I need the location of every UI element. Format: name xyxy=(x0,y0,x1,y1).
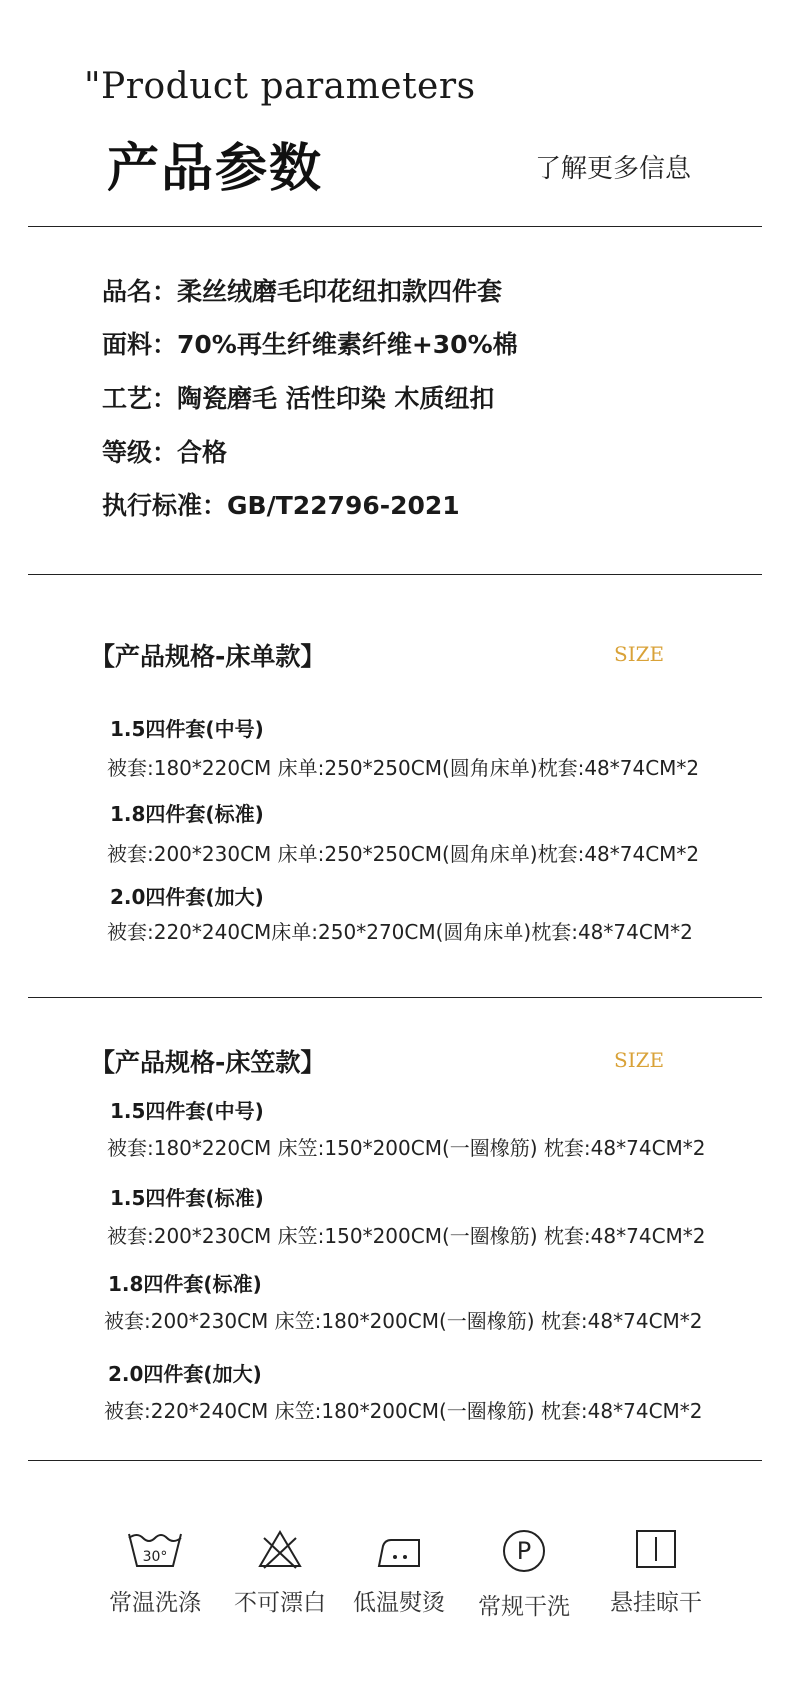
dry-clean-p-icon xyxy=(500,1528,548,1574)
size-label: SIZE xyxy=(614,1048,665,1072)
variant-name: 1.8四件套(标准) xyxy=(108,1272,262,1296)
variant-name: 1.5四件套(中号) xyxy=(110,717,264,741)
care-low-iron xyxy=(339,1528,459,1617)
care-no-bleach xyxy=(220,1528,340,1617)
care-label: 常温洗涤 xyxy=(109,1590,201,1616)
variant-desc: 被套:180*220CM 床单:250*250CM(圆角床单)枕套:48*74CM*2 xyxy=(107,756,700,780)
param-craft: 工艺：陶瓷磨毛 活性印染 木质纽扣 xyxy=(102,384,495,413)
wash-30-icon xyxy=(125,1528,185,1570)
divider xyxy=(28,997,762,998)
section-title-fitted-sheet: 【产品规格-床笠款】 xyxy=(90,1048,326,1077)
care-wash-30 xyxy=(95,1528,215,1617)
variant-desc: 被套:220*240CM床单:250*270CM(圆角床单)枕套:48*74CM*2 xyxy=(107,920,693,944)
wash-temp: 30° xyxy=(142,1549,168,1565)
dry-clean-mark: P xyxy=(516,1537,532,1565)
variant-desc: 被套:200*230CM 床笠:180*200CM(一圈橡筋) 枕套:48*74CM*2 xyxy=(104,1309,703,1333)
page-title: 产品参数 xyxy=(107,139,324,199)
param-standard: 执行标准：GB/T22796-2021 xyxy=(102,491,460,520)
divider xyxy=(28,1460,762,1461)
eyebrow-title: "Product parameters xyxy=(84,66,476,107)
variant-name: 2.0四件套(加大) xyxy=(108,1362,262,1386)
care-label: 低温熨烫 xyxy=(353,1590,445,1616)
variant-desc: 被套:200*230CM 床笠:150*200CM(一圈橡筋) 枕套:48*74CM*2 xyxy=(107,1224,706,1248)
no-bleach-icon xyxy=(256,1528,304,1570)
care-line-dry xyxy=(596,1528,716,1617)
care-label: 常规干洗 xyxy=(478,1594,570,1620)
low-iron-icon xyxy=(373,1528,425,1570)
divider xyxy=(28,226,762,227)
param-fabric: 面料：70%再生纤维素纤维+30%棉 xyxy=(102,330,518,359)
variant-name: 1.5四件套(中号) xyxy=(110,1099,264,1123)
variant-name: 1.5四件套(标准) xyxy=(110,1186,264,1210)
divider xyxy=(28,574,762,575)
param-product-name: 品名：柔丝绒磨毛印花纽扣款四件套 xyxy=(102,277,503,306)
care-label: 不可漂白 xyxy=(234,1590,326,1616)
variant-name: 1.8四件套(标准) xyxy=(110,802,264,826)
care-dry-clean xyxy=(464,1528,584,1621)
variant-desc: 被套:220*240CM 床笠:180*200CM(一圈橡筋) 枕套:48*74CM*2 xyxy=(104,1399,703,1423)
variant-desc: 被套:200*230CM 床单:250*250CM(圆角床单)枕套:48*74CM*2 xyxy=(107,842,700,866)
line-dry-icon xyxy=(634,1528,678,1570)
more-info-link[interactable]: 了解更多信息 xyxy=(535,154,692,184)
size-label: SIZE xyxy=(614,642,665,666)
param-grade: 等级：合格 xyxy=(102,438,228,467)
variant-name: 2.0四件套(加大) xyxy=(110,885,264,909)
variant-desc: 被套:180*220CM 床笠:150*200CM(一圈橡筋) 枕套:48*74CM*2 xyxy=(107,1136,706,1160)
care-label: 悬挂晾干 xyxy=(610,1590,702,1616)
section-title-flat-sheet: 【产品规格-床单款】 xyxy=(90,642,326,671)
